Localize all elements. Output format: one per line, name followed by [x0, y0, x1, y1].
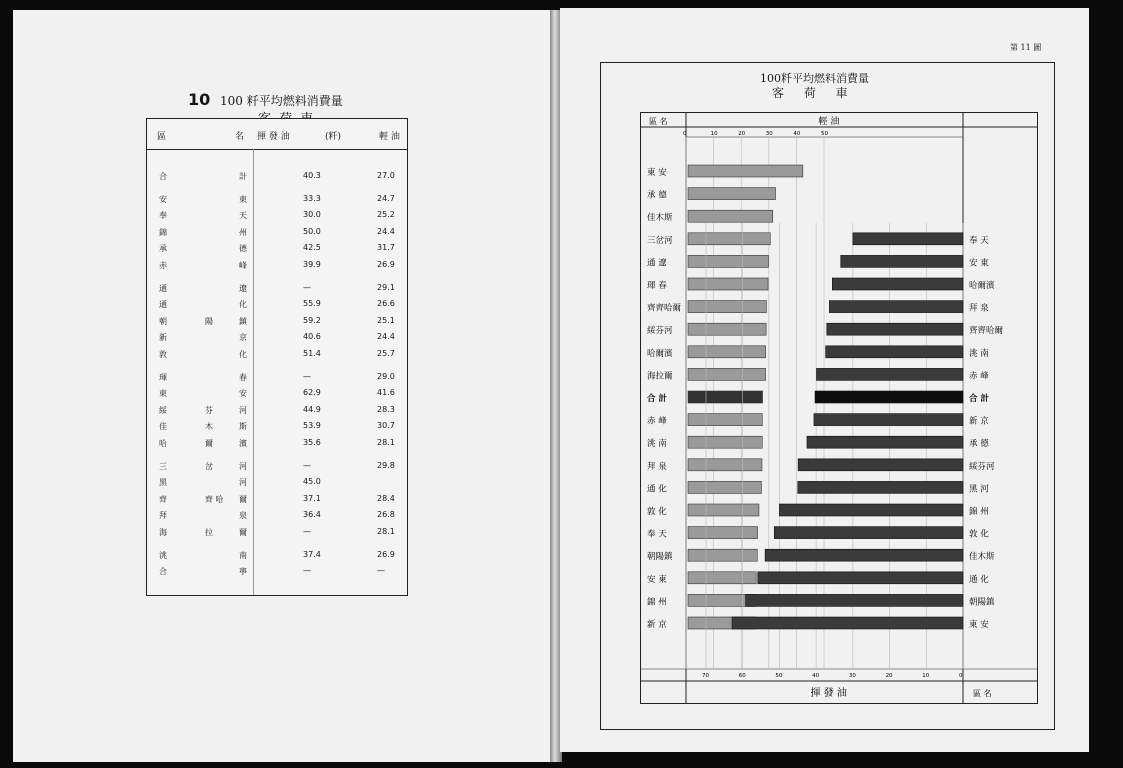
top-tick-label: 10: [710, 131, 718, 137]
table-row: [147, 421, 407, 435]
gasoline-category-label: 新 京: [969, 416, 989, 427]
row-gasoline: 44.9: [303, 404, 321, 414]
light-oil-bar: [688, 527, 758, 539]
row-name-3: 南: [239, 550, 247, 560]
gasoline-category-label: 通 化: [969, 574, 989, 585]
bottom-tick-label: 0: [959, 673, 963, 679]
header-unit: (粁): [325, 132, 342, 142]
row-name-1: 綏: [159, 405, 167, 415]
row-light-oil: 29.1: [377, 282, 395, 292]
bottom-tick-label: 70: [702, 673, 709, 679]
light-oil-bar: [688, 436, 762, 448]
light-oil-category-label: 赤 峰: [647, 416, 667, 427]
table-row: [147, 332, 407, 346]
table-header: [147, 119, 407, 150]
row-name-3: 天: [239, 211, 247, 221]
row-name-1: 洮: [159, 550, 167, 560]
row-gasoline: —: [303, 527, 311, 536]
gasoline-bar: [807, 436, 963, 448]
row-light-oil: 26.8: [377, 510, 395, 520]
light-oil-category-label: 敦 化: [647, 507, 667, 517]
light-oil-bar: [688, 594, 755, 606]
row-gasoline: 40.3: [303, 171, 321, 180]
table-title: 100 粁平均燃料消費量: [220, 94, 343, 108]
light-oil-bar: [688, 233, 770, 245]
light-oil-bar: [688, 188, 775, 200]
gasoline-category-label: 奉 天: [969, 235, 989, 246]
bottom-axis-title: 揮 發 油: [810, 688, 847, 699]
gasoline-bar: [798, 459, 963, 471]
row-name-3: 計: [239, 172, 247, 181]
row-name-3: 鎮: [239, 316, 247, 326]
row-name-2: 拉: [205, 528, 213, 537]
row-gasoline: 37.1: [303, 493, 321, 503]
light-oil-category-label: 通 化: [647, 484, 667, 495]
gasoline-category-label: 赤 峰: [969, 371, 989, 382]
row-light-oil: 25.1: [377, 315, 395, 325]
bottom-tick-label: 40: [812, 673, 820, 679]
gasoline-bar: [817, 368, 963, 380]
header-ku: 區: [157, 132, 167, 142]
row-name-1: 新: [159, 333, 167, 343]
row-name-3: 州: [239, 227, 247, 237]
light-oil-category-label: 哈爾濱: [647, 348, 673, 359]
top-tick-label: 30: [765, 131, 773, 137]
top-region-label: 區 名: [649, 117, 668, 126]
light-oil-category-label: 齊齊哈爾: [647, 303, 682, 314]
table-row: [147, 566, 407, 580]
row-light-oil: 26.6: [377, 299, 395, 309]
light-oil-category-label: 通 遼: [647, 258, 667, 269]
table-number: 10: [188, 90, 211, 109]
row-name-1: 黑: [159, 478, 167, 488]
gasoline-bar: [774, 527, 963, 539]
row-name-1: 琿: [159, 372, 167, 382]
top-tick-label: 50: [821, 131, 828, 137]
row-gasoline: 39.9: [303, 260, 321, 269]
row-light-oil: 24.4: [377, 226, 395, 236]
bottom-tick-label: 10: [922, 673, 930, 679]
row-name-1: 安: [159, 194, 167, 204]
gasoline-bar: [841, 255, 963, 267]
row-name-1: 赤: [159, 261, 167, 270]
row-light-oil: 31.7: [377, 243, 395, 253]
table-row: [147, 438, 407, 452]
row-name-3: 寧: [239, 567, 247, 577]
row-name-3: 爾: [239, 494, 247, 504]
light-oil-bar: [688, 210, 773, 222]
row-name-1: 三: [159, 461, 167, 471]
row-light-oil: 30.7: [377, 421, 395, 431]
gasoline-bar: [815, 391, 963, 403]
row-name-3: 爾: [239, 528, 247, 537]
row-light-oil: 25.7: [377, 349, 395, 358]
row-light-oil: 29.8: [377, 460, 395, 470]
row-name-1: 齊: [159, 494, 167, 504]
row-gasoline: 35.6: [303, 438, 321, 447]
row-light-oil: —: [377, 566, 385, 576]
row-gasoline: —: [303, 566, 311, 576]
row-light-oil: 41.6: [377, 388, 395, 398]
bottom-tick-label: 20: [885, 673, 893, 679]
gasoline-bar: [853, 233, 963, 245]
row-gasoline: 62.9: [303, 388, 321, 398]
gasoline-category-label: 合 計: [969, 394, 989, 404]
header-mei: 名: [235, 132, 245, 142]
light-oil-category-label: 安 東: [647, 574, 667, 585]
row-name-3: 安: [239, 389, 247, 399]
table-row: [147, 299, 407, 313]
light-oil-bar: [688, 572, 756, 584]
chart-svg: [641, 113, 1037, 703]
row-gasoline: 33.3: [303, 193, 321, 203]
gasoline-bar: [827, 323, 963, 335]
gasoline-bar: [826, 346, 963, 358]
table-row: [147, 388, 407, 402]
row-gasoline: 40.6: [303, 332, 321, 342]
table-row: [147, 550, 407, 564]
light-oil-bar: [688, 278, 768, 290]
row-name-3: 河: [239, 478, 247, 488]
table-row: [147, 210, 407, 224]
row-gasoline: 50.0: [303, 226, 321, 236]
row-name-1: 佳: [159, 422, 167, 432]
figure-label: 第 11 圖: [1010, 43, 1042, 52]
gasoline-bar: [832, 278, 963, 290]
row-name-3: 化: [239, 350, 247, 359]
gasoline-bar: [814, 414, 963, 426]
light-oil-category-label: 海拉爾: [647, 371, 673, 382]
gasoline-category-label: 東 安: [969, 620, 989, 630]
row-name-3: 斯: [239, 422, 247, 432]
light-oil-category-label: 東 安: [647, 168, 667, 178]
row-light-oil: 24.7: [377, 193, 395, 203]
row-name-1: 錦: [159, 227, 167, 237]
gasoline-category-label: 齊齊哈爾: [969, 326, 1004, 337]
row-light-oil: 27.0: [377, 171, 395, 180]
table-row: [147, 260, 407, 274]
light-oil-category-label: 奉 天: [647, 529, 667, 540]
row-name-2: 陽: [205, 316, 213, 326]
row-gasoline: 59.2: [303, 315, 321, 325]
row-name-3: 春: [239, 372, 247, 382]
row-gasoline: 45.0: [303, 477, 321, 487]
row-gasoline: 55.9: [303, 299, 321, 309]
row-name-1: 合: [159, 172, 167, 181]
light-oil-bar: [688, 504, 759, 516]
row-name-1: 通: [159, 300, 167, 310]
fuel-chart: [640, 112, 1038, 704]
table-row: [147, 527, 407, 541]
table-row: [147, 194, 407, 208]
row-name-1: 哈: [159, 439, 167, 448]
top-tick-label: 20: [738, 131, 746, 137]
row-name-1: 奉: [159, 211, 167, 221]
row-gasoline: 36.4: [303, 510, 321, 520]
gasoline-category-label: 朝陽鎮: [969, 597, 995, 608]
row-light-oil: 24.4: [377, 332, 395, 342]
row-gasoline: —: [303, 460, 311, 470]
row-gasoline: 42.5: [303, 243, 321, 253]
gasoline-category-label: 錦 州: [969, 507, 989, 517]
row-name-1: 承: [159, 244, 167, 254]
bottom-tick-label: 50: [775, 673, 783, 679]
row-name-3: 河: [239, 461, 247, 471]
table-row: [147, 243, 407, 257]
gasoline-category-label: 黑 河: [969, 484, 989, 495]
gasoline-bar: [798, 481, 963, 493]
light-oil-category-label: 琿 春: [647, 281, 667, 291]
light-oil-bar: [688, 549, 757, 561]
light-oil-bar: [688, 481, 761, 493]
table-row: [147, 405, 407, 419]
light-oil-bar: [688, 414, 762, 426]
table-row: [147, 510, 407, 524]
bottom-tick-label: 30: [848, 673, 856, 679]
header-light-oil: 輕 油: [379, 132, 400, 142]
row-name-3: 化: [239, 300, 247, 310]
table-row: [147, 171, 407, 185]
gasoline-bar: [765, 549, 963, 561]
row-light-oil: 25.2: [377, 210, 395, 220]
light-oil-category-label: 承 德: [647, 190, 667, 201]
row-name-1: 拜: [159, 511, 167, 521]
row-gasoline: 53.9: [303, 421, 321, 431]
row-name-2: 木: [205, 422, 213, 432]
gasoline-category-label: 安 東: [969, 258, 989, 269]
header-gasoline: 揮 發 油: [257, 132, 290, 142]
row-name-3: 東: [239, 194, 247, 204]
table-row: [147, 477, 407, 491]
row-light-oil: 28.4: [377, 493, 395, 503]
table-row: [147, 349, 407, 363]
row-name-2: 芬: [205, 405, 213, 415]
row-gasoline: 30.0: [303, 210, 321, 220]
light-oil-bar: [688, 346, 766, 358]
gasoline-bar: [746, 594, 963, 606]
light-oil-bar: [688, 255, 768, 267]
row-gasoline: —: [303, 371, 311, 381]
row-gasoline: 51.4: [303, 349, 321, 358]
fuel-table: [146, 118, 408, 596]
gasoline-category-label: 綏芬河: [969, 461, 995, 472]
row-name-3: 濱: [239, 439, 247, 448]
light-oil-bar: [688, 323, 766, 335]
gasoline-category-label: 承 德: [969, 439, 989, 450]
table-row: [147, 372, 407, 386]
gasoline-category-label: 哈爾濱: [969, 281, 995, 291]
table-row: [147, 283, 407, 297]
row-light-oil: 29.0: [377, 371, 395, 381]
row-light-oil: 28.3: [377, 404, 395, 414]
row-name-3: 德: [239, 244, 247, 254]
table-row: [147, 494, 407, 508]
light-oil-category-label: 三岔河: [647, 235, 673, 246]
gasoline-category-label: 拜 泉: [969, 303, 989, 314]
figure-subtitle: 客 荷 車: [772, 86, 856, 100]
row-name-1: 合: [159, 567, 167, 577]
light-oil-bar: [688, 165, 803, 177]
gasoline-bar: [779, 504, 963, 516]
row-name-2: 爾: [205, 439, 213, 448]
light-oil-category-label: 綏芬河: [647, 326, 673, 337]
light-oil-category-label: 洮 南: [647, 439, 667, 450]
bottom-tick-label: 60: [738, 673, 746, 679]
light-oil-category-label: 佳木斯: [647, 213, 673, 224]
row-gasoline: 37.4: [303, 549, 321, 559]
row-name-1: 敦: [159, 350, 167, 359]
figure-title: 100粁平均燃料消費量: [760, 72, 869, 85]
gasoline-bar: [829, 301, 963, 313]
gasoline-category-label: 佳木斯: [969, 552, 995, 563]
gasoline-category-label: 敦 化: [969, 529, 989, 540]
gasoline-bar: [758, 572, 963, 584]
table-row: [147, 227, 407, 241]
light-oil-category-label: 錦 州: [647, 597, 667, 608]
gasoline-bar: [732, 617, 963, 629]
row-gasoline: —: [303, 282, 311, 292]
light-oil-category-label: 新 京: [647, 620, 667, 630]
row-light-oil: 26.9: [377, 260, 395, 269]
light-oil-bar: [688, 368, 766, 380]
row-light-oil: 28.1: [377, 438, 395, 447]
row-name-3: 京: [239, 333, 247, 343]
row-light-oil: 26.9: [377, 549, 395, 559]
row-name-1: 朝: [159, 316, 167, 326]
light-oil-bar: [688, 459, 762, 471]
row-name-2: 齊 哈: [205, 494, 224, 504]
row-name-2: 岔: [205, 461, 213, 471]
top-tick-label: 0: [683, 131, 687, 137]
table-row: [147, 316, 407, 330]
gasoline-category-label: 洮 南: [969, 348, 989, 359]
top-axis-title: 輕 油: [818, 117, 840, 127]
bottom-region-label: 區 名: [973, 689, 992, 698]
row-name-3: 遼: [239, 283, 247, 293]
row-name-1: 通: [159, 283, 167, 293]
light-oil-category-label: 朝陽鎮: [647, 552, 673, 563]
light-oil-category-label: 合 計: [647, 394, 667, 404]
light-oil-category-label: 拜 泉: [647, 461, 667, 472]
row-name-3: 峰: [239, 261, 247, 270]
light-oil-bar: [688, 301, 766, 313]
row-light-oil: 28.1: [377, 527, 395, 536]
row-name-3: 河: [239, 405, 247, 415]
row-name-1: 海: [159, 528, 167, 537]
row-name-3: 泉: [239, 511, 247, 521]
row-name-1: 東: [159, 389, 167, 399]
top-tick-label: 40: [793, 131, 801, 137]
light-oil-bar: [688, 391, 763, 403]
table-row: [147, 461, 407, 475]
